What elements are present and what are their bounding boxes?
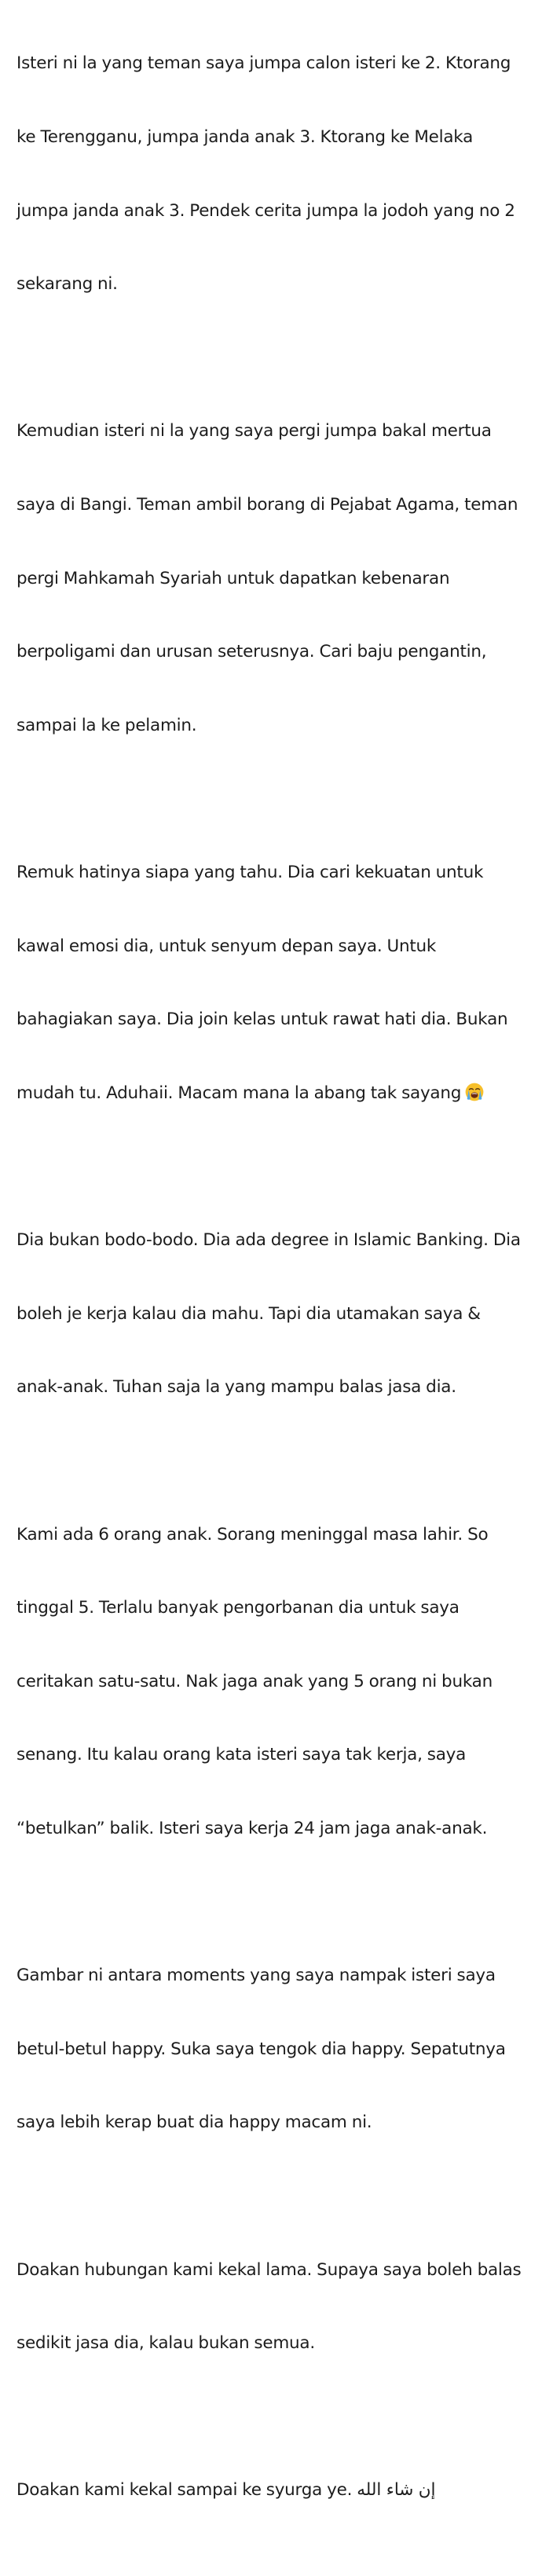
text-line: anak-anak. Tuhan saja la yang mampu balas jasa dia. (16, 1377, 456, 1398)
text-line: saya di Bangi. Teman ambil borang di Pejabat Agama, teman (16, 495, 518, 515)
text-segment: mudah tu. Aduhaii. Macam mana la abang tak sayang (16, 1083, 462, 1103)
text-line: betul-betul happy. Suka saya tengok dia happy. Sepatutnya (16, 2039, 506, 2059)
text-line: senang. Itu kalau orang kata isteri saya tak kerja, saya (16, 1745, 467, 1765)
arabic-phrase: إن شاء الله (357, 2480, 436, 2501)
text-line-with-emoji (16, 1081, 544, 1105)
text-line: “betulkan” balik. Isteri saya kerja 24 jam jaga anak-anak. (16, 1818, 488, 1838)
paragraph-8 (16, 2429, 544, 2552)
text-line: Isteri ni la yang teman saya jumpa calon isteri ke 2. Ktorang (16, 53, 511, 74)
text-line: pergi Mahkamah Syariah untuk dapatkan kebenaran (16, 568, 450, 588)
loudly-crying-face-emoji-icon (464, 1082, 485, 1102)
text-line: Kemudian isteri ni la yang saya pergi jumpa bakal mertua (16, 421, 492, 442)
text-line: berpoligami dan urusan seterusnya. Cari baju pengantin, (16, 642, 487, 662)
text-line: sekarang ni. (16, 274, 118, 295)
text-line: tinggal 5. Terlalu banyak pengorbanan dia untuk saya (16, 1598, 460, 1618)
text-line: boleh je kerja kalau dia mahu. Tapi dia utamakan saya & (16, 1303, 481, 1324)
paragraph-5 (16, 1473, 544, 1889)
text-segment: Doakan kami kekal sampai ke syurga ye. (16, 2480, 353, 2501)
paragraph-7 (16, 2208, 544, 2405)
text-line: saya lebih kerap buat dia happy macam ni. (16, 2112, 372, 2133)
text-line: jumpa janda anak 3. Pendek cerita jumpa la jodoh yang no 2 (16, 200, 515, 221)
paragraph-4 (16, 1179, 544, 1449)
text-line: bahagiakan saya. Dia join kelas untuk rawat hati dia. Bukan (16, 1010, 508, 1030)
paragraph-2 (16, 370, 544, 786)
text-line: ceritakan satu-satu. Nak jaga anak yang 5 orang ni bukan (16, 1671, 493, 1691)
text-line-with-arabic (16, 2478, 544, 2502)
text-line: Dia bukan bodo-bodo. Dia ada degree in Islamic Banking. Dia (16, 1230, 521, 1251)
text-line: Kami ada 6 orang anak. Sorang meninggal masa lahir. So (16, 1524, 489, 1545)
text-line: sedikit jasa dia, kalau bukan semua. (16, 2333, 315, 2354)
paragraph-6 (16, 1915, 544, 2184)
text-line: ke Terengganu, jumpa janda anak 3. Ktorang ke Melaka (16, 127, 474, 148)
text-line: Remuk hatinya siapa yang tahu. Dia cari kekuatan untuk (16, 863, 484, 883)
text-line: sampai la ke pelamin. (16, 715, 197, 735)
paragraph-3 (16, 812, 544, 1155)
paragraph-1 (16, 2, 544, 346)
post-body (16, 2, 544, 2576)
text-line: kawal emosi dia, untuk senyum depan saya. Untuk (16, 936, 437, 956)
text-line: Doakan hubungan kami kekal lama. Supaya saya boleh balas (16, 2259, 522, 2280)
text-line: Gambar ni antara moments yang saya nampak isteri saya (16, 1966, 496, 1986)
